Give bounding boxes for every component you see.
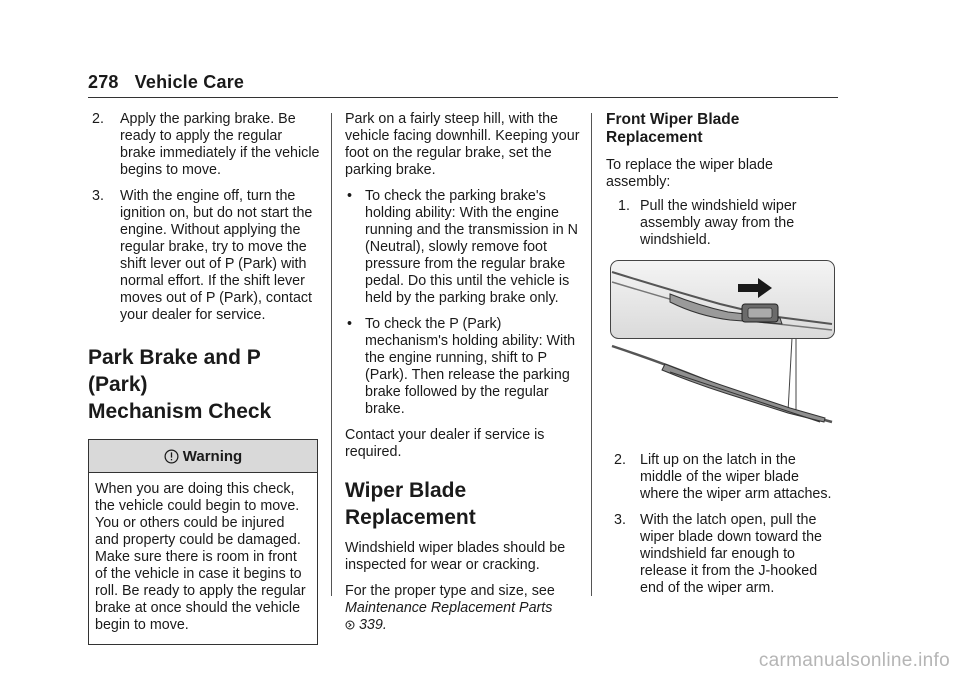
bullet-parking-brake	[345, 188, 580, 307]
column-3-continued	[614, 452, 838, 597]
maintenance-parts-link[interactable]: Maintenance Replacement Parts	[345, 600, 553, 616]
page-ref[interactable]	[345, 617, 387, 633]
page-number: 278	[88, 72, 119, 92]
warning-body: When you are doing this check, the vehicle could begin to move. You or others could be injured and property could be damaged. Make sure there is room in front of the vehicle in case it begins to roll. Be ready to apply the regular brake at once should the vehicle begin to move.	[95, 481, 306, 633]
heading-line: Park Brake and P (Park)	[88, 346, 261, 396]
contact-dealer: Contact your dealer if service is required.	[345, 427, 545, 460]
wiper-intro: To replace the wiper blade assembly:	[606, 157, 773, 190]
section-heading-park-brake	[88, 344, 320, 425]
heading-line: Front Wiper Blade	[606, 111, 740, 128]
column-divider-2	[591, 113, 592, 596]
page-ref-arrow-icon	[345, 620, 355, 630]
watermark: carmanualsonline.info	[758, 650, 950, 671]
warning-title: Warning	[182, 447, 243, 465]
wiper-illustration	[610, 260, 835, 440]
heading-line: Mechanism Check	[88, 400, 272, 423]
section-heading-front-wiper	[606, 111, 838, 147]
step-number: 2.	[614, 452, 626, 468]
wiper-step-1	[614, 198, 838, 249]
step-number: 3.	[92, 188, 104, 204]
step-text: With the engine off, turn the ignition on, but do not start the engine. Without applying the regular brake, try to move the shift lever out of P (Park) with normal effort. If the shift lever moves out of P (Park), contact your dealer for service.	[120, 188, 313, 323]
step-text: Apply the parking brake. Be ready to apply the regular brake immediately if the vehicle begins to move.	[120, 111, 320, 178]
heading-line: Replacement	[606, 129, 703, 146]
section-heading-wiper: Wiper Blade Replacement	[345, 479, 476, 529]
section-title: Vehicle Care	[134, 72, 245, 92]
column-3	[606, 111, 838, 249]
header-rule	[88, 97, 838, 98]
step-text: Lift up on the latch in the middle of the wiper blade where the wiper arm attaches.	[640, 452, 832, 502]
step-number: 1.	[618, 198, 630, 214]
step-2	[88, 111, 320, 179]
wiper-step-2	[614, 452, 838, 503]
warning-header	[89, 440, 317, 473]
step-text: Pull the windshield wiper assembly away from the windshield.	[640, 198, 797, 248]
see-text: For the proper type and size, see	[345, 583, 555, 599]
column-divider-1	[331, 113, 332, 596]
bullet-text: To check the parking brake's holding ability: With the engine running and the transmission in N (Neutral), slowly remove foot pressure from the regular brake pedal. Do this until the vehicle is held by the parking brake only.	[365, 188, 578, 306]
bullet-icon: •	[347, 316, 353, 332]
step-number: 3.	[614, 512, 626, 528]
page-header	[88, 72, 244, 93]
warning-icon	[164, 449, 179, 464]
page-ref-number: 339	[358, 617, 383, 633]
step-number: 2.	[92, 111, 104, 127]
wiper-illustration-svg	[610, 260, 835, 440]
hill-intro: Park on a fairly steep hill, with the vehicle facing downhill. Keeping your foot on the regular brake, set the parking brake.	[345, 111, 580, 178]
column-2	[345, 111, 580, 634]
warning-box	[88, 439, 318, 645]
step-text: With the latch open, pull the wiper blade down toward the windshield far enough to release it from the J-hooked end of the wiper arm.	[640, 512, 822, 596]
bullet-icon: •	[347, 188, 353, 204]
bullet-park-mechanism	[345, 316, 580, 418]
inspect-text: Windshield wiper blades should be inspected for wear or cracking.	[345, 540, 566, 573]
column-1	[88, 111, 320, 645]
page-ref-suffix: .	[382, 617, 387, 633]
step-3	[88, 188, 320, 324]
wiper-step-3	[614, 512, 838, 597]
bullet-text: To check the P (Park) mechanism's holding ability: With the engine running, shift to P (Park). Then release the parking brake followed by the regular brake.	[365, 316, 576, 417]
see-reference	[345, 583, 580, 634]
